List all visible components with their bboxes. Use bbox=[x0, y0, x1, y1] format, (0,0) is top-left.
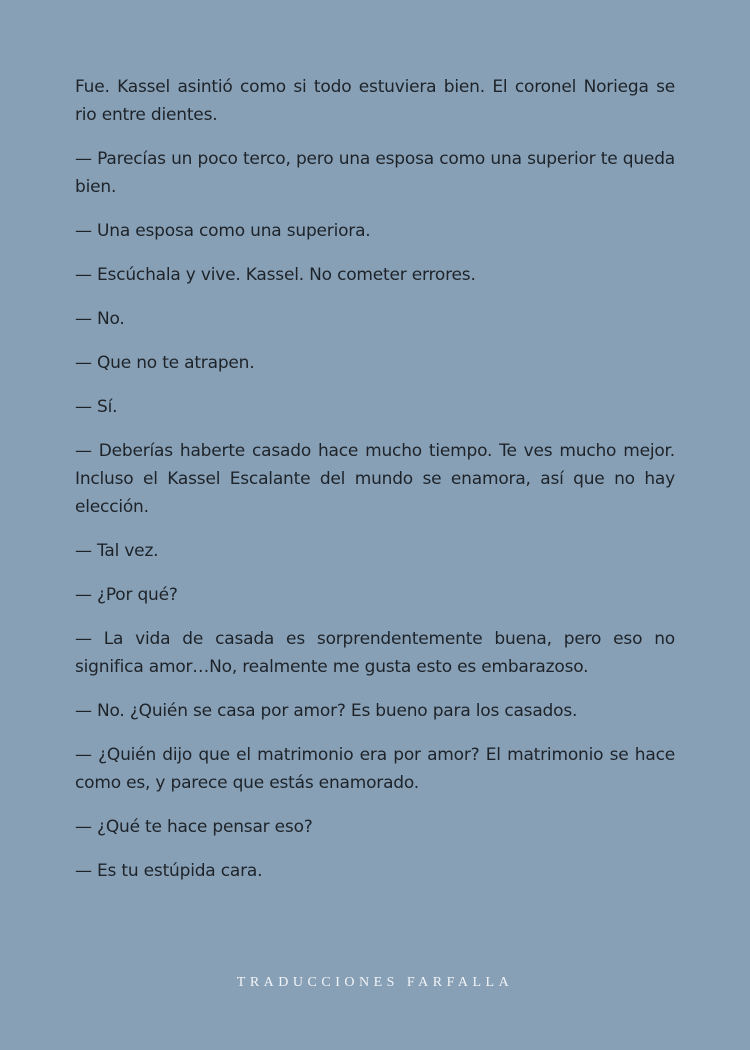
paragraph: — Sí. bbox=[75, 397, 118, 417]
page-body bbox=[75, 73, 675, 901]
paragraph: — Que no te atrapen. bbox=[75, 353, 255, 373]
paragraph: — ¿Quién dijo que el matrimonio era por amor? El matrimonio se hace como es, y parece que estás enamorado. bbox=[75, 745, 675, 793]
paragraph: — Escúchala y vive. Kassel. No cometer errores. bbox=[75, 265, 476, 285]
paragraph: — No. ¿Quién se casa por amor? Es bueno para los casados. bbox=[75, 701, 578, 721]
paragraph: — ¿Qué te hace pensar eso? bbox=[75, 817, 313, 837]
paragraph: — ¿Por qué? bbox=[75, 585, 178, 605]
paragraph: — No. bbox=[75, 309, 125, 329]
paragraph: — Una esposa como una superiora. bbox=[75, 221, 371, 241]
paragraph: — La vida de casada es sorprendentemente buena, pero eso no significa amor…No, realmente me gusta esto es embarazoso. bbox=[75, 629, 675, 677]
paragraph: — Tal vez. bbox=[75, 541, 159, 561]
paragraph: Fue. Kassel asintió como si todo estuviera bien. El coronel Noriega se rio entre dientes. bbox=[75, 77, 675, 125]
paragraph: — Es tu estúpida cara. bbox=[75, 861, 263, 881]
paragraph: — Deberías haberte casado hace mucho tiempo. Te ves mucho mejor. Incluso el Kassel Escalante del mundo se enamora, así que no hay elección. bbox=[75, 441, 675, 517]
footer-credit: TRADUCCIONES FARFALLA bbox=[236, 975, 514, 990]
paragraph: — Parecías un poco terco, pero una esposa como una superior te queda bien. bbox=[75, 149, 675, 197]
